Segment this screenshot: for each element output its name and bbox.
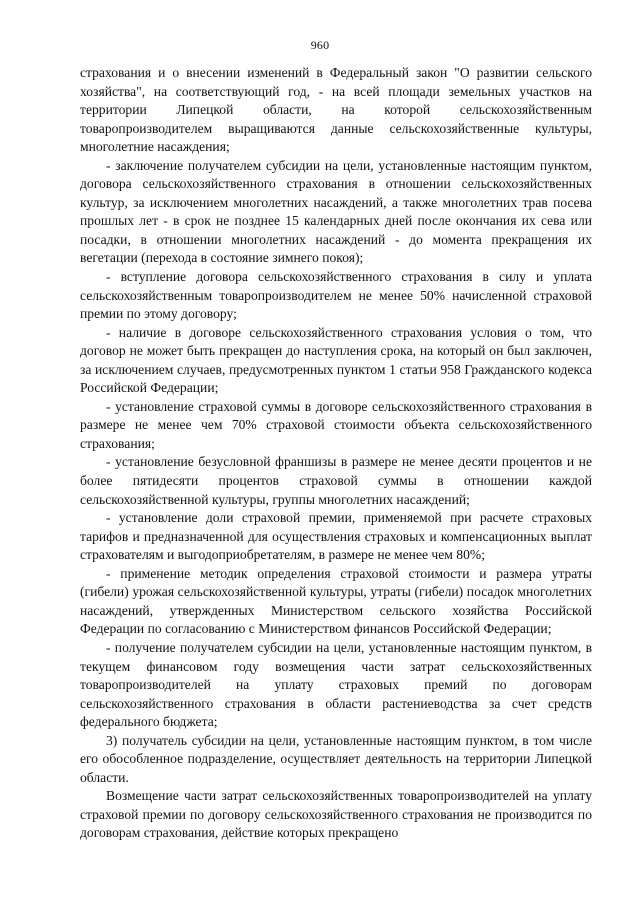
paragraph-continuation: страхования и о внесении изменений в Федеральный закон "О развитии сельского хозяйства", на соответствующий год, - на всей площади земельных участков на территории Липецкой области, на которой сельскохозяйственным товаропроизводителем выращиваются данные сельскохозяйственные культуры, многолетние насаждения; [80,65,592,155]
paragraph-contract-conclusion: - заключение получателем субсидии на цели, установленные настоящим пунктом, договора сельскохозяйственного страхования в отношении сельскохозяйственных культур, за исключением многолетних насаждений, а также многолетних трав посева прошлых лет - в срок не позднее 15 календарных дней после окончания их сева или посадки, в отношении многолетних насаждений - до момента прекращения их вегетации (перехода в состояние зимнего покоя); [80,157,592,266]
document-body [80,64,592,843]
page-number: 960 [310,38,330,52]
paragraph-methodology: - применение методик определения страховой стоимости и размера утраты (гибели) урожая сельскохозяйственной культуры, утраты (гибели) посадок многолетних насаждений, утвержденных Министерством сельского хозяйства Российской Федерации по согласованию с Министерством финансов Российской Федерации; [80,565,592,637]
paragraph-termination-condition: - наличие в договоре сельскохозяйственного страхования условия о том, что договор не может быть прекращен до наступления срока, на который он был заключен, за исключением случаев, предусмотренных пунктом 1 статьи 958 Гражданского кодекса Российской Федерации; [80,324,592,396]
paragraph-federal-reimbursement: - получение получателем субсидии на цели, установленные настоящим пунктом, в текущем финансовом году возмещения части затрат сельскохозяйственных товаропроизводителей на уплату страховых премий по договорам сельскохозяйственного страхования в области растениеводства за счет средств федерального бюджета; [80,639,592,730]
paragraph-deductible: - установление безусловной франшизы в размере не менее десяти процентов и не более пятидесяти процентов страховой суммы в отношении каждой сельскохозяйственной культуры, группы многолетних насаждений; [80,454,592,507]
paragraph-recipient-territory: 3) получатель субсидии на цели, установленные настоящим пунктом, в том числе его обособленное подразделение, осуществляет деятельность на территории Липецкой области. [80,732,592,785]
paragraph-sum-insured: - установление страховой суммы в договоре сельскохозяйственного страхования в размере не менее чем 70% страховой стоимости объекта сельскохозяйственного страхования; [80,398,592,451]
paragraph-reimbursement-exclusion: Возмещение части затрат сельскохозяйственных товаропроизводителей на уплату страховой премии по договору сельскохозяйственного страхования не производится по договорам страхования, действие которых прекращено [80,788,592,841]
paragraph-premium-share: - установление доли страховой премии, применяемой при расчете страховых тарифов и предназначенной для осуществления страховых и компенсационных выплат страхователям и выгодоприобретателям, в размере не менее чем 80%; [80,510,592,563]
paragraph-contract-entry-into-force: - вступление договора сельскохозяйственного страхования в силу и уплата сельскохозяйственным товаропроизводителем не менее 50% начисленной страховой премии по этому договору; [80,269,592,322]
